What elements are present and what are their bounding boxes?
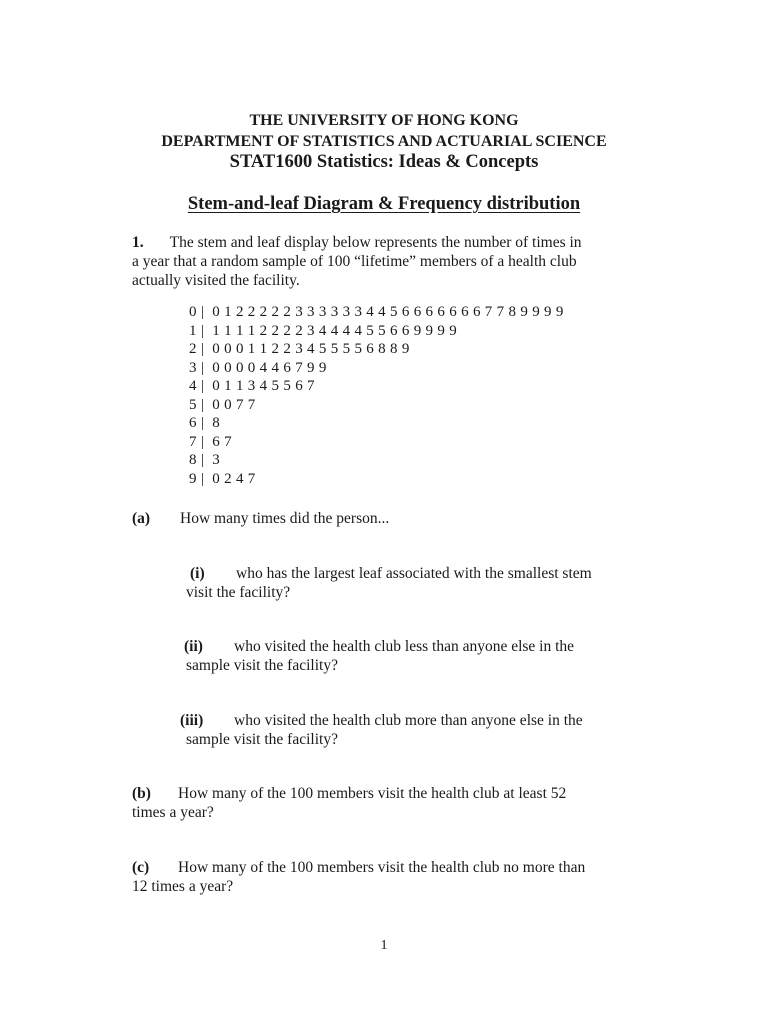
part-c-line-1: How many of the 100 members visit the health club no more than: [178, 859, 586, 876]
stem-leaf-row: 8 | 3: [189, 452, 221, 468]
course-title: STAT1600 Statistics: Ideas & Concepts: [229, 152, 539, 172]
part-b: [132, 784, 566, 822]
part-a-ii: [184, 637, 574, 675]
part-a-text: How many times did the person...: [180, 510, 390, 527]
department-name: DEPARTMENT OF STATISTICS AND ACTUARIAL SCIENCE: [161, 133, 607, 150]
stem-leaf-row: 0 | 0 1 2 2 2 2 2 3 3 3 3 3 3 4 4 5 6 6 6 6 6 6 6 7 7 8 9 9 9 9: [189, 304, 564, 320]
part-c-line-2: 12 times a year?: [132, 878, 234, 895]
stem-leaf-row: 2 | 0 0 0 1 1 2 2 3 4 5 5 5 5 6 8 8 9: [189, 341, 410, 357]
part-a-iii: [180, 711, 583, 749]
question-1-line-1: [132, 233, 642, 252]
question-number: 1.: [132, 234, 144, 251]
part-a-iii-line-1: who visited the health club more than anyone else in the: [234, 712, 583, 729]
question-1-line-2: a year that a random sample of 100 “lifetime” members of a health club: [132, 253, 577, 270]
part-b-line-1: How many of the 100 members visit the health club at least 52: [178, 785, 567, 802]
stem-leaf-row: 5 | 0 0 7 7: [189, 396, 256, 413]
part-a-ii-line-1: who visited the health club less than anyone else in the: [234, 638, 575, 655]
part-a-i: [186, 564, 592, 602]
part-a-i-line-2: visit the facility?: [186, 584, 291, 601]
part-a-iii-line-2: sample visit the facility?: [186, 731, 338, 748]
question-1-text-1: The stem and leaf display below represents the number of times in: [169, 234, 582, 251]
part-a-i-line-1: who has the largest leaf associated with the smallest stem: [236, 565, 592, 582]
part-b-line-2: times a year?: [132, 804, 214, 821]
topic-title: Stem-and-leaf Diagram & Frequency distribution: [187, 194, 581, 214]
stem-leaf-row: 3 | 0 0 0 0 4 4 6 7 9 9: [189, 359, 327, 376]
part-a-ii-line-2: sample visit the facility?: [186, 657, 338, 674]
part-c-label: (c): [132, 859, 150, 876]
part-a-label: (a): [132, 510, 151, 527]
stem-leaf-row: 6 | 8: [189, 415, 221, 431]
question-1: [132, 233, 642, 290]
part-a-ii-label: (ii): [184, 638, 203, 655]
part-a: [132, 509, 389, 528]
stem-leaf-row: 9 | 0 2 4 7: [189, 470, 256, 487]
stem-leaf-row: 7 | 6 7: [189, 433, 232, 450]
question-1-line-3: actually visited the facility.: [132, 272, 300, 289]
part-c: [132, 858, 585, 896]
page-number: 1: [380, 938, 388, 953]
stem-and-leaf-display: [189, 303, 564, 488]
part-a-iii-label: (iii): [180, 712, 204, 729]
part-b-label: (b): [132, 785, 151, 802]
part-a-i-label: (i): [190, 565, 205, 582]
stem-leaf-row: 4 | 0 1 1 3 4 5 5 6 7: [189, 378, 315, 394]
university-name: THE UNIVERSITY OF HONG KONG: [249, 112, 519, 129]
stem-leaf-row: 1 | 1 1 1 1 2 2 2 2 3 4 4 4 4 5 5 6 6 9 9 9 9: [189, 322, 458, 339]
